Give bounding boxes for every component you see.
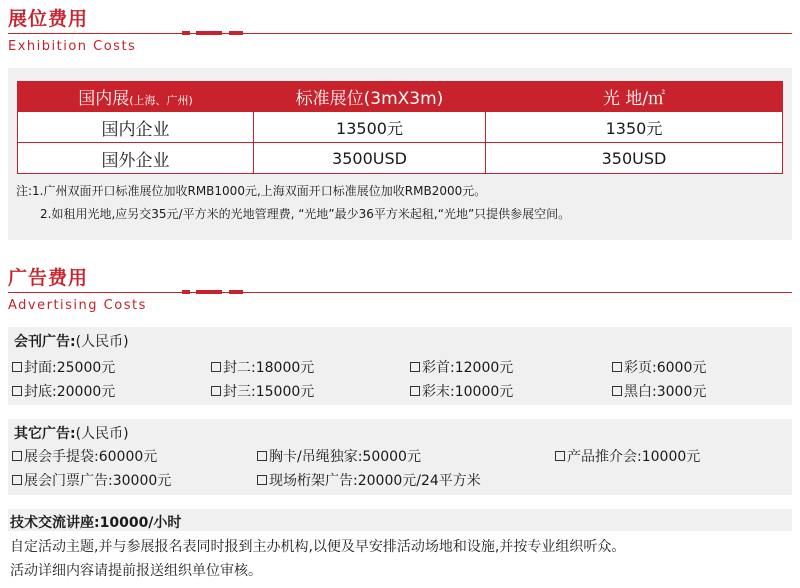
ad-option: 封三:15000元 (211, 381, 314, 401)
section-subtitle-booth: Exhibition Costs (8, 39, 137, 54)
checkbox-icon (612, 362, 622, 372)
divider-accent (182, 31, 190, 35)
header-standard-booth: 标准展位(3mX3m) (254, 82, 486, 112)
ad-option: 展会门票广告:30000元 (12, 470, 171, 490)
checkbox-icon (12, 386, 22, 396)
section-subtitle-ads: Advertising Costs (8, 298, 147, 313)
checkbox-icon (211, 386, 221, 396)
ad-option: 封面:25000元 (12, 357, 115, 377)
divider-accent (196, 290, 222, 294)
checkbox-icon (211, 362, 221, 372)
divider-accent (229, 31, 243, 35)
ad-option: 产品推介会:10000元 (555, 446, 700, 466)
checkbox-icon (257, 475, 267, 485)
table-row (18, 112, 783, 143)
checkbox-icon (410, 362, 420, 372)
standard-price: 3500USD (254, 143, 486, 174)
checkbox-icon (12, 475, 22, 485)
divider-line (8, 33, 792, 34)
table-header-row (18, 82, 783, 112)
checkbox-icon (410, 386, 420, 396)
section-title-booth: 展位费用 (8, 8, 89, 30)
header-domestic-expo: 国内展(上海、广州) (18, 82, 254, 112)
seminar-heading: 技术交流讲座:10000/小时 (10, 515, 182, 531)
header-raw-space: 光 地/㎡ (486, 82, 783, 112)
divider-accent (196, 31, 222, 35)
divider-accent (229, 290, 243, 294)
ad-option: 彩页:6000元 (612, 357, 706, 377)
ad-option: 彩首:12000元 (410, 357, 513, 377)
checkbox-icon (12, 362, 22, 372)
journal-ads-heading: 会刊广告:(人民币) (14, 334, 129, 350)
checkbox-icon (12, 451, 22, 461)
booth-note-1: 注:1.广州双面开口标准展位加收RMB1000元,上海双面开口标准展位加收RMB2000元。 (16, 184, 487, 198)
divider-accent (182, 290, 190, 294)
seminar-description: 自定活动主题,并与参展报名表同时报到主办机构,以便及早安排活动场地和设施,并按专业组织听众。 (10, 539, 626, 555)
ad-option: 黑白:3000元 (612, 381, 706, 401)
other-ads-heading: 其它广告:(人民币) (14, 426, 129, 442)
ad-option: 现场桁架广告:20000元/24平方米 (257, 470, 481, 490)
section-title-ads: 广告费用 (8, 267, 89, 289)
ad-option: 彩末:10000元 (410, 381, 513, 401)
row-label: 国外企业 (18, 143, 254, 174)
ad-option: 胸卡/吊绳独家:50000元 (257, 446, 421, 466)
table-row (18, 143, 783, 174)
standard-price: 13500元 (254, 112, 486, 143)
booth-cost-table (17, 81, 783, 174)
row-label: 国内企业 (18, 112, 254, 143)
checkbox-icon (612, 386, 622, 396)
checkbox-icon (257, 451, 267, 461)
ad-option: 封二:18000元 (211, 357, 314, 377)
ad-option: 展会手提袋:60000元 (12, 446, 157, 466)
ad-option: 封底:20000元 (12, 381, 115, 401)
booth-note-2: 2.如租用光地,应另交35元/平方米的光地管理费, “光地”最少36平方米起租,“光地”只提供参展空间。 (40, 207, 571, 221)
raw-space-price: 1350元 (486, 112, 783, 143)
checkbox-icon (555, 451, 565, 461)
divider-line (8, 292, 792, 293)
seminar-note: 活动详细内容请提前报送组织单位审核。 (10, 563, 262, 579)
raw-space-price: 350USD (486, 143, 783, 174)
